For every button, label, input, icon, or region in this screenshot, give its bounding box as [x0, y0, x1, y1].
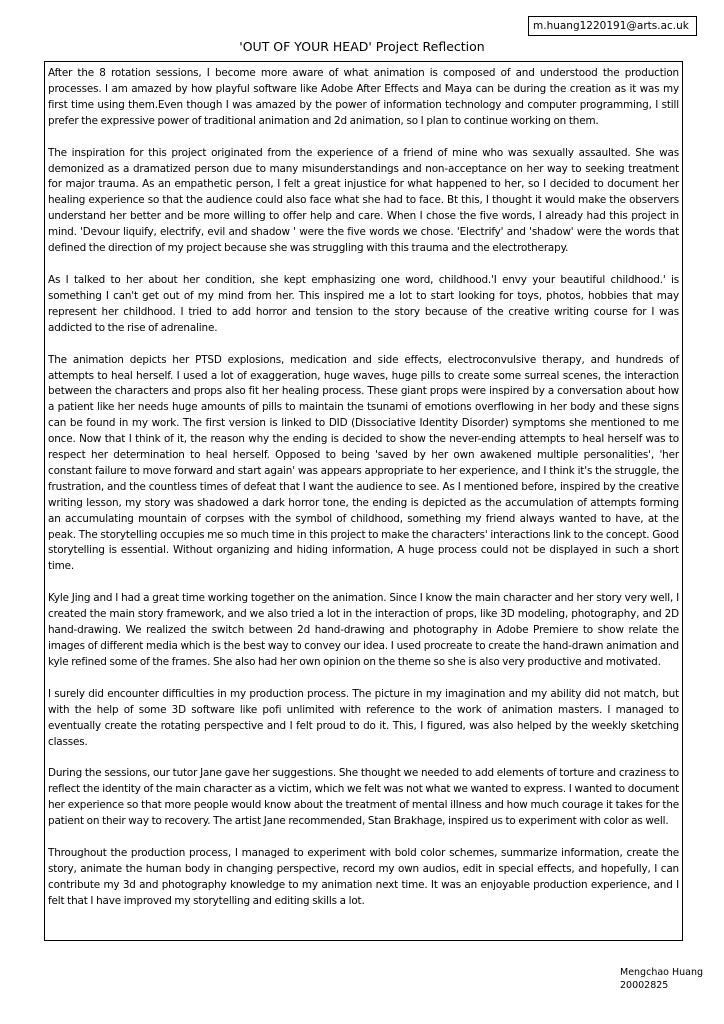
student-id: 20002825: [620, 980, 669, 991]
signature-block: [620, 966, 703, 992]
document-title: 'OUT OF YOUR HEAD' Project Reflection: [239, 39, 485, 54]
paragraph-conclusion: Throughout the production process, I managed to experiment with bold color schemes, summarize information, create the story, animate the human body in changing perspective, record my own audios, edit in special effects, and hopefully, I can contribute my 3d and photography knowledge to my animation next time. It was an enjoyable production experience, and I felt that I have improved my storytelling and editing skills a lot.: [48, 847, 679, 907]
author-name: Mengchao Huang: [620, 967, 704, 978]
paragraph-tutor-feedback: During the sessions, our tutor Jane gave her suggestions. She thought we needed to add elements of torture and craziness to reflect the identity of the main character as a victim, which we felt was not what we wanted to express. I wanted to document her experience so that more people would know about the treatment of mental illness and how much courage it takes for the patient on their way to recovery. The artist Jane recommended, Stan Brakhage, inspired us to experiment with color as well.: [48, 767, 679, 828]
paragraph-rotation-sessions: After the 8 rotation sessions, I become more aware of what animation is composed of and understood the production processes. I am amazed by how playful software like Adobe After Effects and Maya can be during the creation as it was my first time using them.Even though I was amazed by the power of information technology and computer programming, I still prefer the expressive power of traditional animation and 2d animation, so I plan to continue working on them.: [48, 67, 679, 127]
email-box: m.huang1220191@arts.ac.uk: [528, 16, 697, 36]
paragraph-animation-depiction: The animation depicts her PTSD explosions, medication and side effects, electroconvulsive therapy, and hundreds of attempts to heal herself. I used a lot of exaggeration, huge waves, huge pills to create some surreal scenes, the interaction between the characters and props also fit her healing process. These giant props were inspired by a conversation about how a patient like her needs huge amounts of pills to maintain the tsunami of emotions overflowing in her body and these signs can be found in my work. The first version is linked to DID (Dissociative Identity Disorder) symptoms she mentioned to me once. Now that I think of it, the reason why the ending is decided to show the never-ending attempts to heal herself was to respect her determination to heal herself. Opposed to being 'saved by her own awakened multiple personalities', 'her constant failure to move forward and start again' was appears appropriate to her experience, and I think it's the struggle, the frustration, and the countless times of defeat that I want the audience to see. As I mentioned before, inspired by the creative writing lesson, my story was shadowed a dark horror tone, the ending is depicted as the accumulation of attempts forming an accumulating mountain of corpses with the symbol of childhood, something my friend always wanted to have, at the peak. The storytelling occupies me so much time in this project to make the characters' interactions link to the concept. Good storytelling is essential. Without organizing and hiding information, A huge process could not be displayed in such a short time.: [48, 353, 679, 573]
paragraph-childhood: As I talked to her about her condition, she kept emphasizing one word, childhood.'I envy your beautiful childhood.' is something I can't get out of my mind from her. This inspired me a lot to start looking for toys, photos, hobbies that may represent her childhood. I tried to add horror and tension to the story because of the creative writing course for I was addicted to the rise of adrenaline.: [48, 273, 679, 334]
paragraph-inspiration: The inspiration for this project originated from the experience of a friend of mine who was sexually assaulted. She was demonized as a dramatized person due to many misunderstandings and non-acceptance on her way to seeking treatment for major trauma. As an empathetic person, I felt a great injustice for what happened to her, so I decided to document her healing experience so that the audience could also face what she had to face. Bt this, I thought it would make the observers understand her better and be more willing to offer help and care. When I chose the five words, I already had this project in mind. 'Devour liquify, electrify, evil and shadow ' were the five words we chose. 'Electrify' and 'shadow' were the words that defined the direction of my project because she was struggling with this trauma and the electrotherapy.: [48, 146, 679, 255]
paragraph-collaboration: Kyle Jing and I had a great time working together on the animation. Since I know the main character and her story very well, I created the main story framework, and we also tried a lot in the interaction of props, like 3D modeling, photography, and 2D hand-drawing. We realized the switch between 2d hand-drawing and photography in Adobe Premiere to show relate the images of different media which is the best way to convey our idea. I used procreate to create the hand-drawn animation and kyle refined some of the frames. She also had her own opinion on the theme so she is also very productive and motivated.: [48, 592, 679, 668]
reflection-body: [44, 61, 683, 941]
paragraph-difficulties: I surely did encounter difficulties in my production process. The picture in my imagination and my ability did not match, but with the help of some 3D software like pofi unlimited with reference to the work of animation masters. I managed to eventually create the rotating perspective and I felt proud to do it. This, I figured, was also helped by the weekly sketching classes.: [48, 687, 679, 748]
